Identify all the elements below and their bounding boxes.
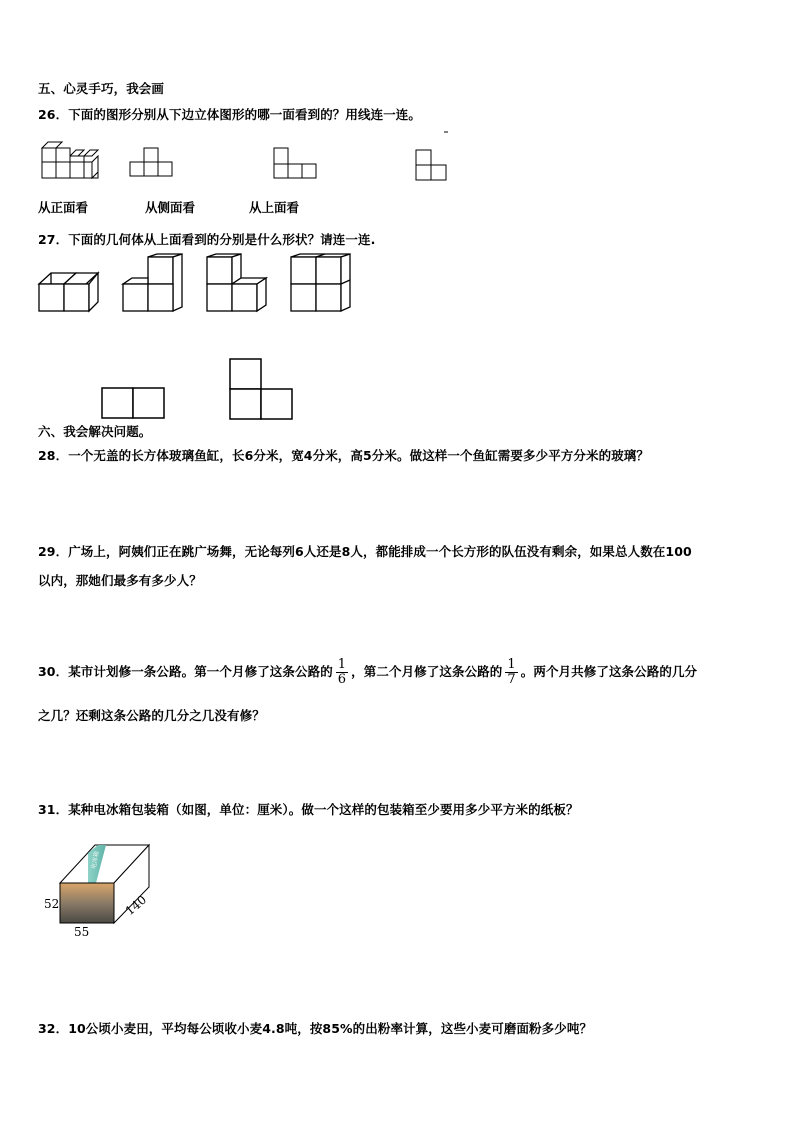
fraction-denominator: 6 <box>337 672 347 687</box>
q27-solid-3 <box>206 253 270 315</box>
q30-part-3: 。两个月共修了这条公路的几分 <box>520 664 698 679</box>
question-30-line-2: 之几？还剩这条公路的几分之几没有修？ <box>38 708 265 723</box>
question-27-text: 27．下面的几何体从上面看到的分别是什么形状？请连一连. <box>38 232 376 247</box>
q26-solid-figure <box>40 138 102 182</box>
q31-fridge-box-figure <box>40 840 162 940</box>
question-29-line-2: 以内，那她们最多有多少人？ <box>38 573 202 588</box>
fraction-denominator: 7 <box>507 672 516 687</box>
view-label-side: 从侧面看 <box>145 200 196 215</box>
q30-part-2: ，第二个月修了这条公路的 <box>351 664 503 679</box>
question-29-line-1: 29．广场上，阿姨们正在跳广场舞，无论每列6人还是8人，都能排成一个长方形的队伍没有剩余，如果总人数在100 <box>38 544 692 559</box>
q27-solid-1 <box>38 270 102 314</box>
fraction-one-sixth <box>336 658 348 687</box>
q27-solid-4 <box>290 253 354 315</box>
view-label-front: 从正面看 <box>38 200 89 215</box>
section-5-title: 五、心灵手巧，我会画 <box>38 81 165 96</box>
question-28-text: 28．一个无盖的长方体玻璃鱼缸，长6分米，宽4分米，高5分米。做这样一个鱼缸需要多少平方分米的玻璃？ <box>38 448 649 463</box>
view-label-top: 从上面看 <box>249 200 300 215</box>
q26-view-shape-1 <box>130 146 176 180</box>
q26-view-shape-3 <box>414 130 450 184</box>
q26-view-shape-2 <box>272 146 320 180</box>
dimension-length-label: 140 <box>122 892 150 919</box>
fraction-numerator: 1 <box>507 657 516 672</box>
question-26-text: 26．下面的图形分别从下边立体图形的哪一面看到的？用线连一连。 <box>38 107 421 122</box>
box-stripe-label: 电冰箱 <box>90 850 101 870</box>
q27-top-view-1 <box>100 386 166 420</box>
fraction-numerator: 1 <box>337 657 347 672</box>
section-6-title: 六、我会解决问题。 <box>38 424 152 439</box>
fraction-one-seventh <box>505 658 517 687</box>
question-31-text: 31．某种电冰箱包装箱（如图，单位：厘米）。做一个这样的包装箱至少要用多少平方米的纸板？ <box>38 802 579 817</box>
question-32-text: 32．10公顷小麦田，平均每公顷收小麦4.8吨，按85%的出粉率计算，这些小麦可磨面粉多少吨？ <box>38 1021 593 1036</box>
q27-top-view-2 <box>228 357 294 421</box>
dimension-height-label: 52 <box>44 897 60 911</box>
dimension-width-label: 55 <box>74 925 90 939</box>
question-30-line-1 <box>38 658 697 687</box>
q30-part-1: 30．某市计划修一条公路。第一个月修了这条公路的 <box>38 664 333 679</box>
q27-solid-2 <box>122 253 186 315</box>
